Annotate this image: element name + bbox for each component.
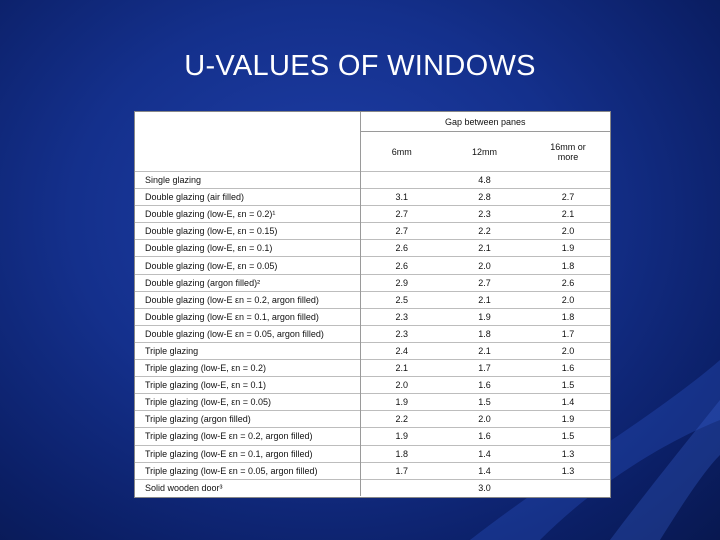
- u-value-cell: 2.1: [443, 291, 526, 308]
- u-value-cell: 2.3: [443, 206, 526, 223]
- u-value-cell: [360, 479, 443, 496]
- u-value-cell: 2.0: [443, 411, 526, 428]
- u-value-cell: [360, 172, 443, 189]
- u-value-cell: 2.8: [443, 189, 526, 206]
- u-value-cell: 1.9: [443, 308, 526, 325]
- u-value-cell: 2.0: [526, 223, 610, 240]
- row-label: Double glazing (low-E εn = 0.05, argon filled): [135, 325, 360, 342]
- u-value-cell: 1.4: [526, 394, 610, 411]
- u-value-cell: 3.1: [360, 189, 443, 206]
- u-value-cell: 1.5: [526, 428, 610, 445]
- u-value-cell: 2.5: [360, 291, 443, 308]
- table-row: [135, 223, 610, 240]
- u-value-cell: 2.7: [360, 206, 443, 223]
- u-value-cell: [526, 479, 610, 496]
- u-value-cell: 2.1: [443, 240, 526, 257]
- u-value-cell: 1.8: [443, 325, 526, 342]
- u-value-cell: 1.4: [443, 462, 526, 479]
- u-value-cell: 1.4: [443, 445, 526, 462]
- u-values-grid: [135, 112, 610, 496]
- row-label: Triple glazing (low-E εn = 0.1, argon filled): [135, 445, 360, 462]
- u-value-cell: 1.7: [443, 360, 526, 377]
- u-value-cell: 1.6: [526, 360, 610, 377]
- u-value-cell: 1.9: [526, 240, 610, 257]
- u-value-cell: 2.4: [360, 342, 443, 359]
- u-value-cell: 1.8: [526, 308, 610, 325]
- u-value-cell: 1.8: [360, 445, 443, 462]
- table-row: [135, 172, 610, 189]
- table-row: [135, 308, 610, 325]
- row-label: Triple glazing (low-E εn = 0.05, argon filled): [135, 462, 360, 479]
- row-label: Double glazing (argon filled)²: [135, 274, 360, 291]
- u-value-cell: 1.6: [443, 377, 526, 394]
- u-value-cell: 2.1: [360, 360, 443, 377]
- row-label: Triple glazing: [135, 342, 360, 359]
- row-label: Double glazing (low-E, εn = 0.15): [135, 223, 360, 240]
- row-label: Double glazing (low-E εn = 0.2, argon filled): [135, 291, 360, 308]
- gap-between-panes-header: Gap between panes: [360, 112, 610, 132]
- row-label: Triple glazing (low-E, εn = 0.2): [135, 360, 360, 377]
- table-row: [135, 240, 610, 257]
- table-row: [135, 377, 610, 394]
- u-value-cell: 1.5: [526, 377, 610, 394]
- column-header-16mm: 16mm or more: [550, 141, 586, 162]
- u-value-cell: 1.9: [360, 394, 443, 411]
- u-value-cell: 2.0: [360, 377, 443, 394]
- table-row: [135, 479, 610, 496]
- u-value-cell: 1.6: [443, 428, 526, 445]
- table-row: [135, 325, 610, 342]
- table-row: [135, 394, 610, 411]
- u-value-cell: 2.1: [443, 342, 526, 359]
- u-value-cell: 2.7: [526, 189, 610, 206]
- u-value-cell: 2.6: [360, 257, 443, 274]
- u-value-cell: 1.9: [526, 411, 610, 428]
- row-label-header: [135, 112, 360, 172]
- table-row: [135, 274, 610, 291]
- u-value-cell: 2.7: [443, 274, 526, 291]
- table-row: [135, 257, 610, 274]
- row-label: Triple glazing (low-E, εn = 0.1): [135, 377, 360, 394]
- u-value-cell: 1.8: [526, 257, 610, 274]
- row-label: Single glazing: [135, 172, 360, 189]
- table-row: [135, 411, 610, 428]
- u-value-cell: 2.2: [443, 223, 526, 240]
- row-label: Double glazing (low-E εn = 0.1, argon filled): [135, 308, 360, 325]
- u-value-cell: 2.0: [526, 342, 610, 359]
- u-value-cell: 1.7: [526, 325, 610, 342]
- table-row: [135, 342, 610, 359]
- row-label: Triple glazing (low-E, εn = 0.05): [135, 394, 360, 411]
- column-header-12mm: 12mm: [471, 146, 497, 157]
- u-values-table: [134, 111, 611, 498]
- u-value-cell: 1.7: [360, 462, 443, 479]
- u-value-cell: 2.3: [360, 325, 443, 342]
- table-row: [135, 189, 610, 206]
- table-row: [135, 291, 610, 308]
- u-value-cell: 1.3: [526, 445, 610, 462]
- u-value-cell: 2.6: [360, 240, 443, 257]
- u-value-cell: 1.5: [443, 394, 526, 411]
- row-label: Solid wooden door³: [135, 479, 360, 496]
- row-label: Triple glazing (argon filled): [135, 411, 360, 428]
- row-label: Double glazing (low-E, εn = 0.1): [135, 240, 360, 257]
- u-value-cell: 2.6: [526, 274, 610, 291]
- table-row: [135, 206, 610, 223]
- u-value-cell: 2.2: [360, 411, 443, 428]
- row-label: Double glazing (air filled): [135, 189, 360, 206]
- table-row: [135, 360, 610, 377]
- table-row: [135, 445, 610, 462]
- u-value-cell: 2.7: [360, 223, 443, 240]
- u-value-cell: 2.0: [443, 257, 526, 274]
- row-label: Triple glazing (low-E εn = 0.2, argon filled): [135, 428, 360, 445]
- table-row: [135, 462, 610, 479]
- u-value-cell: 2.3: [360, 308, 443, 325]
- slide-title: U-VALUES OF WINDOWS: [184, 50, 536, 82]
- column-header-6mm: 6mm: [391, 146, 412, 157]
- u-value-cell: 1.9: [360, 428, 443, 445]
- u-value-cell: 1.3: [526, 462, 610, 479]
- row-label: Double glazing (low-E, εn = 0.2)¹: [135, 206, 360, 223]
- u-value-cell: 4.8: [443, 172, 526, 189]
- group-header-row: [135, 112, 610, 132]
- u-value-cell: 2.9: [360, 274, 443, 291]
- u-value-cell: 2.1: [526, 206, 610, 223]
- row-label: Double glazing (low-E, εn = 0.05): [135, 257, 360, 274]
- u-value-cell: 2.0: [526, 291, 610, 308]
- table-row: [135, 428, 610, 445]
- u-value-cell: 3.0: [443, 479, 526, 496]
- u-value-cell: [526, 172, 610, 189]
